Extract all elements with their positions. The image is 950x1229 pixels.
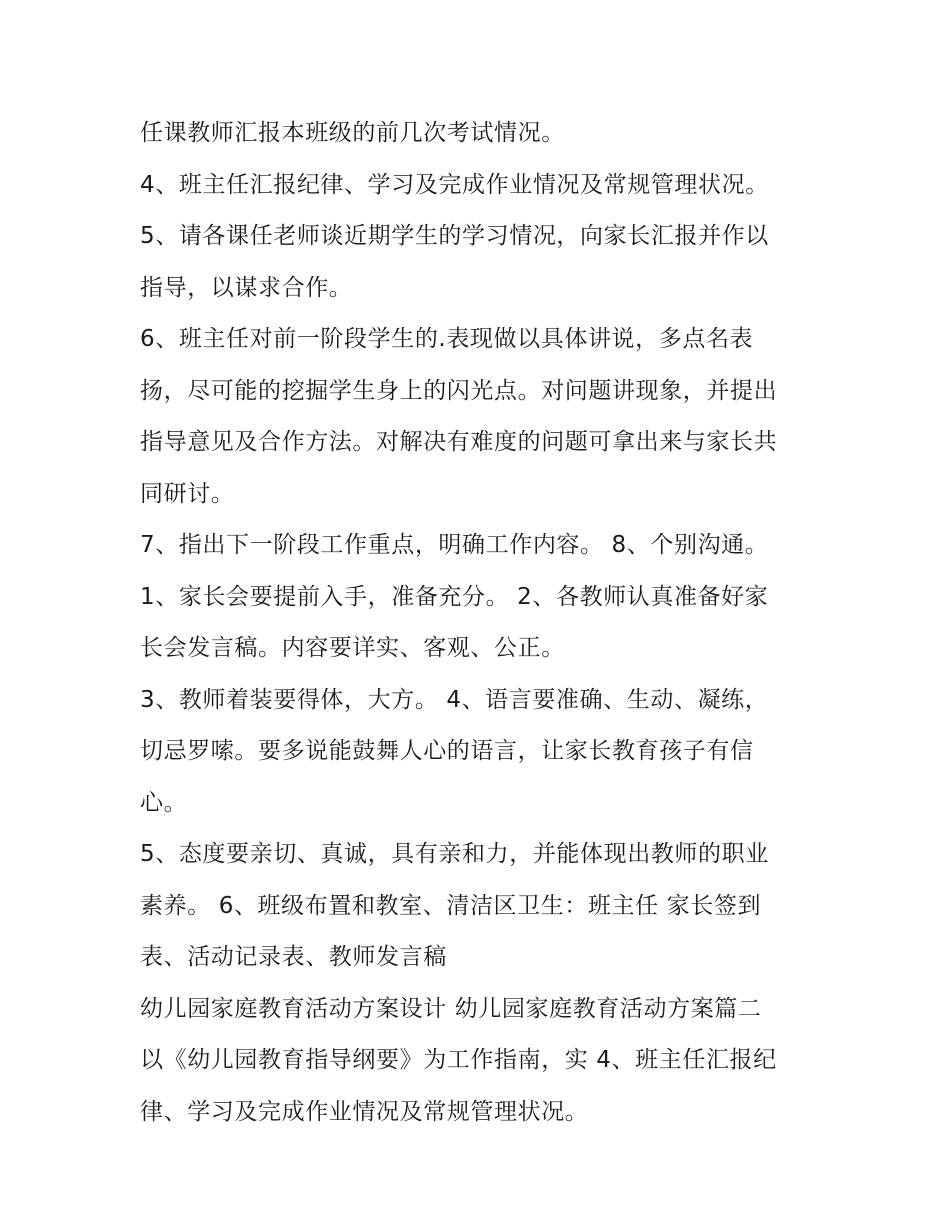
text-line: 同研讨。 <box>140 480 235 507</box>
text-line: 7、指出下一阶段工作重点，明确工作内容。 8、个别沟通。 <box>140 532 769 558</box>
text-line: 扬，尽可能的挖掘学生身上的闪光点。对问题讲现象，并提出 <box>140 377 778 404</box>
text-line: 心。 <box>140 789 188 816</box>
text-line: 指导，以谋求合作。 <box>140 274 353 301</box>
text-line: 6、班主任对前一阶段学生的.表现做以具体讲说，多点名表 <box>140 326 754 352</box>
text-line: 长会发言稿。内容要详实、客观、公正。 <box>140 635 565 661</box>
text-line: 幼儿园家庭教育活动方案设计 幼儿园家庭教育活动方案篇二 <box>140 995 762 1022</box>
text-line: 素养。 6、班级布置和教室、清洁区卫生：班主任 家长签到 <box>140 892 762 919</box>
text-line: 任课教师汇报本班级的前几次考试情况。 <box>140 120 565 146</box>
text-line: 3、教师着装要得体，大方。 4、语言要准确、生动、凝练， <box>140 686 769 713</box>
text-line: 表、活动记录表、教师发言稿 <box>140 944 447 970</box>
text-line: 4、班主任汇报纪律、学习及完成作业情况及常规管理状况。 <box>140 171 769 198</box>
text-line: 律、学习及完成作业情况及常规管理状况。 <box>140 1098 589 1125</box>
text-line: 1、家长会要提前入手，准备充分。 2、各教师认真准备好家 <box>140 583 769 610</box>
text-line: 以《幼儿园教育指导纲要》为工作指南，实 4、班主任汇报纪 <box>140 1047 777 1073</box>
text-line: 5、请各课任老师谈近期学生的学习情况，向家长汇报并作以 <box>140 223 769 249</box>
document-body <box>140 108 830 1138</box>
text-line: 切忌罗嗦。要多说能鼓舞人心的语言，让家长教育孩子有信 <box>140 738 754 764</box>
text-line: 5、态度要亲切、真诚，具有亲和力，并能体现出教师的职业 <box>140 841 769 867</box>
text-line: 指导意见及合作方法。对解决有难度的问题可拿出来与家长共 <box>140 429 778 455</box>
